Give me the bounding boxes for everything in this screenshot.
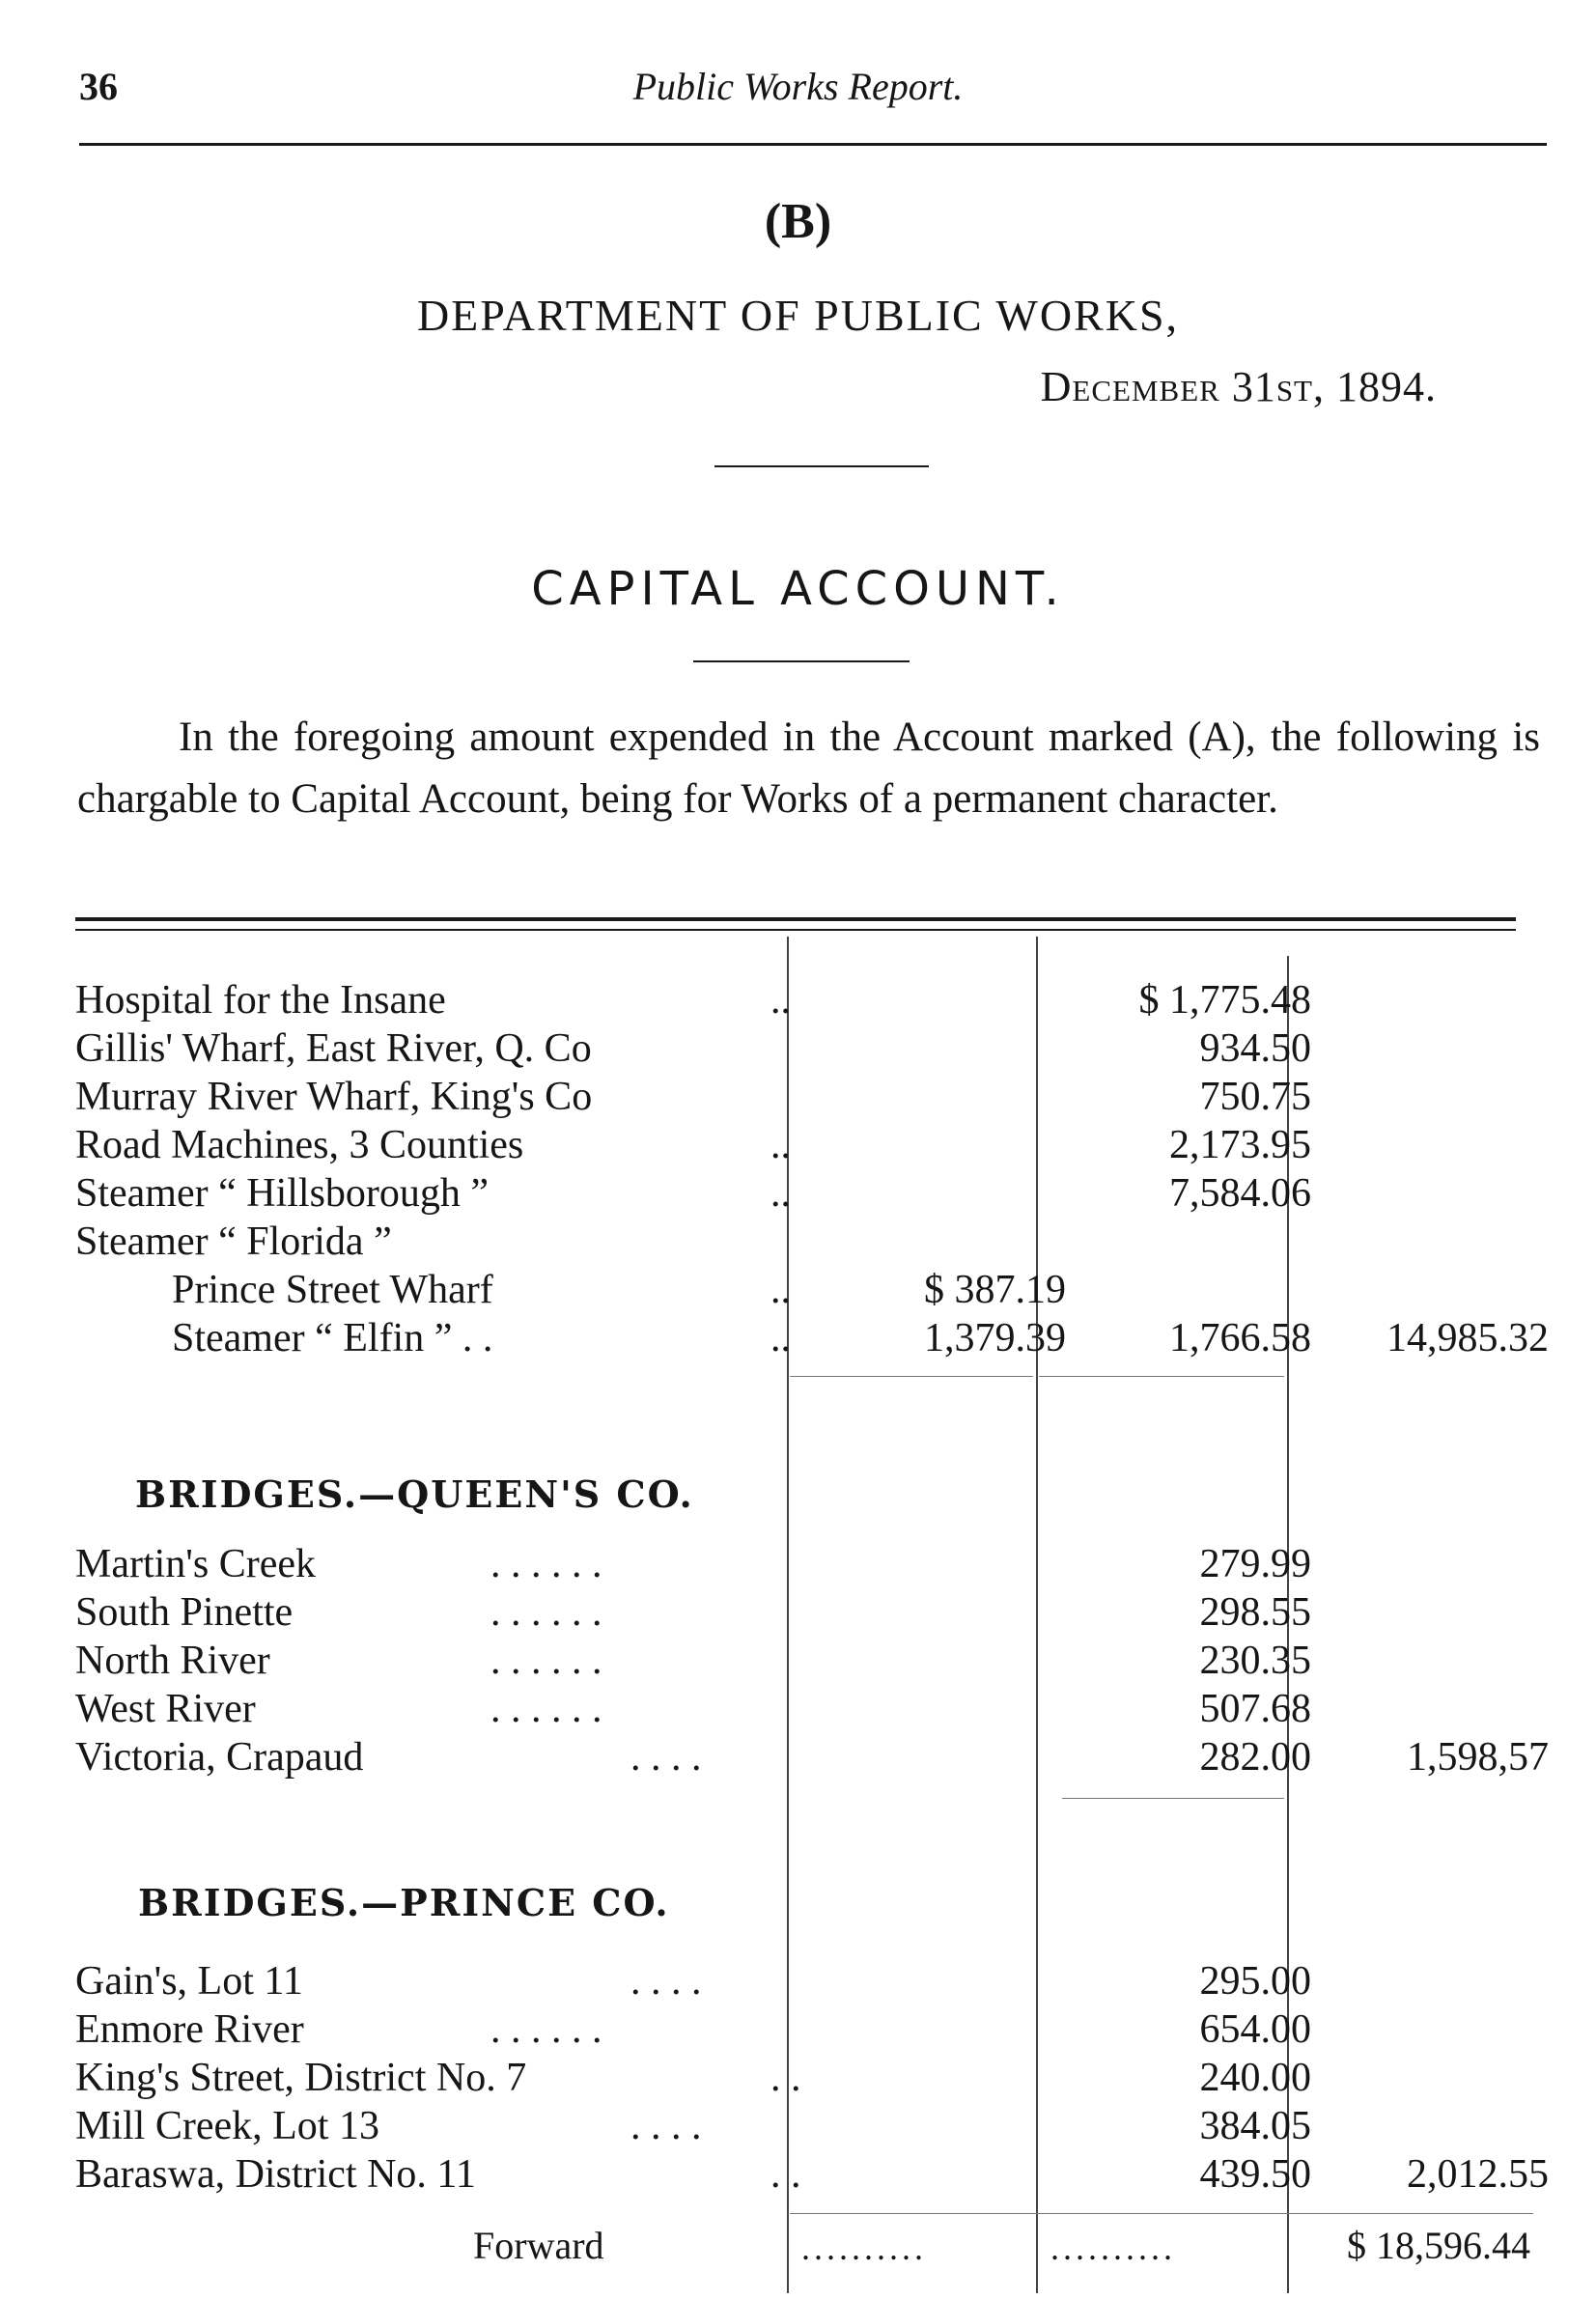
- amount: 1,766.58: [1169, 1316, 1311, 1360]
- item-label: Victoria, Crapaud: [75, 1735, 364, 1780]
- table-row: [75, 1025, 1543, 1076]
- amount: 2,173.95: [1169, 1123, 1311, 1167]
- sub-amount: $ 387.19: [924, 1268, 1066, 1312]
- leader-dots: ..: [770, 1123, 791, 1167]
- leader-dots: ..: [770, 1268, 791, 1312]
- table-row: [75, 1958, 1543, 2008]
- amount: 384.05: [1199, 2104, 1311, 2148]
- section-total: 14,985.32: [1386, 1316, 1549, 1360]
- amount: 439.50: [1199, 2152, 1311, 2197]
- item-label: Road Machines, 3 Counties: [75, 1123, 524, 1167]
- sub-amount: 1,379.39: [924, 1316, 1066, 1360]
- table-row: [75, 1219, 1543, 1269]
- amount: 279.99: [1199, 1542, 1311, 1586]
- subtotal-rule: [1039, 1376, 1284, 1377]
- leader-dots: . . . .: [630, 1959, 702, 2004]
- header-rule: [79, 143, 1547, 146]
- intro-text: In the foregoing amount expended in the Account marked (A), the following is chargable to Capital Account, being for Works of a permanent character.: [77, 715, 1540, 822]
- table-row: [75, 1686, 1543, 1736]
- table-row: [75, 1267, 1543, 1317]
- amount: $ 1,775.48: [1138, 978, 1311, 1023]
- item-label: Gain's, Lot 11: [75, 1959, 303, 2004]
- leader-dots: . . . . . .: [490, 1542, 602, 1586]
- report-date: December 31st, 1894.: [1040, 363, 1437, 410]
- amount: 295.00: [1199, 1959, 1311, 2004]
- item-label: South Pinette: [75, 1590, 294, 1635]
- department-title: DEPARTMENT OF PUBLIC WORKS,: [416, 291, 1180, 340]
- table-row: [75, 1315, 1549, 1365]
- leader-dots: . . . .: [630, 2104, 702, 2148]
- leader-dots: ..: [770, 1171, 791, 1216]
- leader-dots: . . . . . .: [490, 1687, 602, 1731]
- table-row: [75, 2055, 1543, 2105]
- amount: 507.68: [1199, 1687, 1311, 1731]
- amount: 654.00: [1199, 2007, 1311, 2052]
- amount: 934.50: [1199, 1026, 1311, 1071]
- page-number: 36: [79, 65, 118, 108]
- item-label: Baraswa, District No. 11: [75, 2152, 476, 2197]
- leader-dots: . . . . . .: [490, 1639, 602, 1683]
- amount: 240.00: [1199, 2056, 1311, 2100]
- table-row: [75, 977, 1543, 1027]
- subtotal-rule: [790, 1376, 1033, 1377]
- table-row: [75, 2151, 1549, 2201]
- table-row: [75, 1638, 1543, 1688]
- item-label: Mill Creek, Lot 13: [75, 2104, 379, 2148]
- item-label: West River: [75, 1687, 256, 1731]
- leader-dots: ..: [770, 1316, 791, 1360]
- item-label: Hospital for the Insane: [75, 978, 446, 1023]
- table-row: [75, 1734, 1549, 1784]
- item-label: Murray River Wharf, King's Co: [75, 1075, 593, 1119]
- leader-dots: ..: [770, 978, 791, 1023]
- table-top-rule-thin: [75, 929, 1516, 931]
- section-rule: [693, 660, 910, 662]
- table-top-rule: [75, 917, 1516, 921]
- amount: 282.00: [1199, 1735, 1311, 1780]
- intro-paragraph: [77, 707, 1540, 830]
- forward-rule: [790, 2213, 1533, 2214]
- table-row: [75, 1541, 1543, 1591]
- table-row: [75, 1074, 1543, 1124]
- section-heading-queens: BRIDGES.—QUEEN'S CO.: [135, 1472, 694, 1516]
- schedule-mark: (B): [764, 194, 832, 249]
- section-title: CAPITAL ACCOUNT.: [531, 562, 1065, 616]
- title-rule: [714, 465, 929, 467]
- amount: 7,584.06: [1169, 1171, 1311, 1216]
- forward-leader: ..........: [801, 2229, 927, 2267]
- table-row: [75, 1170, 1543, 1220]
- item-label: Enmore River: [75, 2007, 304, 2052]
- amount: 298.55: [1199, 1590, 1311, 1635]
- item-label: King's Street, District No. 7: [75, 2056, 527, 2100]
- table-row: [75, 1589, 1543, 1640]
- leader-dots: . . . . . .: [490, 2007, 602, 2052]
- item-label: Steamer “ Hillsborough ”: [75, 1171, 490, 1216]
- leader-dots: . . . .: [630, 1735, 702, 1780]
- item-label: Prince Street Wharf: [172, 1268, 493, 1312]
- item-label: Martin's Creek: [75, 1542, 317, 1586]
- forward-total: $ 18,596.44: [1347, 2224, 1530, 2267]
- table-row: [75, 2103, 1543, 2153]
- leader-dots: . .: [770, 2056, 801, 2100]
- amount: 230.35: [1199, 1639, 1311, 1683]
- amount: 750.75: [1199, 1075, 1311, 1119]
- table-row: [75, 2006, 1543, 2057]
- section-total: 2,012.55: [1407, 2152, 1549, 2197]
- section-total: 1,598,57: [1407, 1735, 1549, 1780]
- section-heading-prince: BRIDGES.—PRINCE CO.: [138, 1881, 670, 1924]
- table-row: [75, 1122, 1543, 1172]
- forward-leader: ..........: [1050, 2229, 1176, 2267]
- leader-dots: . .: [770, 2152, 801, 2197]
- item-label: Steamer “ Florida ”: [75, 1220, 392, 1264]
- item-label: North River: [75, 1639, 270, 1683]
- item-label: Steamer “ Elfin ” . .: [172, 1316, 493, 1360]
- item-label: Gillis' Wharf, East River, Q. Co: [75, 1026, 592, 1071]
- forward-label: Forward: [473, 2224, 604, 2267]
- running-title: Public Works Report.: [632, 65, 964, 108]
- leader-dots: . . . . . .: [490, 1590, 602, 1635]
- subtotal-rule: [1062, 1798, 1284, 1799]
